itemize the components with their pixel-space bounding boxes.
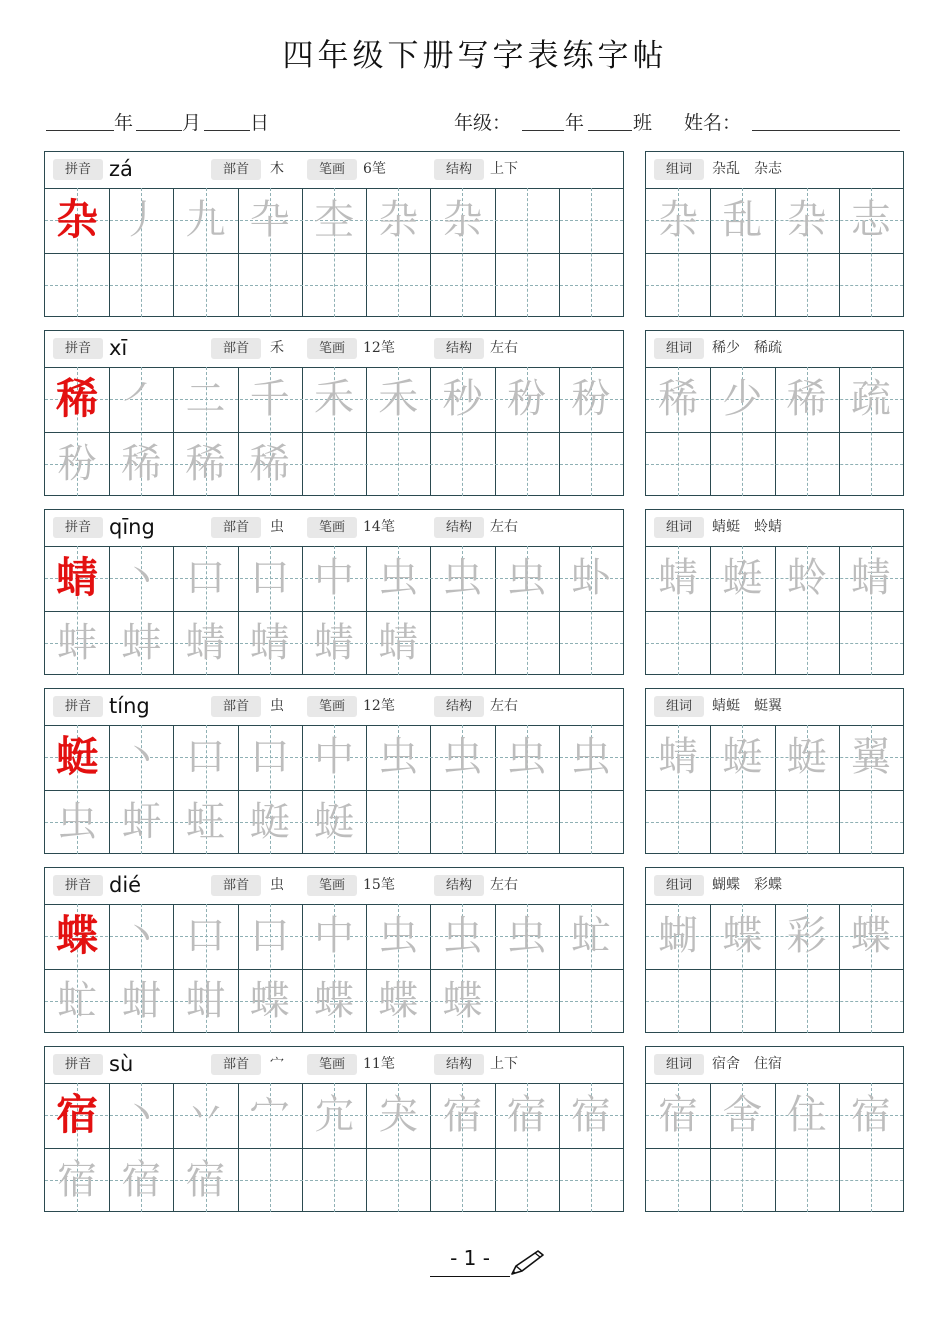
trace-character[interactable]: 宊 [378, 1092, 419, 1139]
tian-grid [45, 188, 623, 317]
trace-character[interactable]: 宿 [570, 1092, 611, 1139]
tian-grid [646, 1083, 903, 1212]
strokes-tag: 笔画 [307, 159, 357, 180]
trace-character[interactable]: 中 [313, 734, 354, 781]
radical-value: 宀 [270, 1056, 284, 1072]
words-tag: 组词 [654, 517, 704, 538]
strokes-value: 12笔 [363, 340, 395, 356]
strokes-tag: 笔画 [307, 338, 357, 359]
pinyin-tag: 拼音 [53, 517, 103, 538]
strokes-value: 12笔 [363, 698, 395, 714]
grid-guide-h [646, 643, 903, 644]
trace-character[interactable]: 宿 [57, 1156, 98, 1203]
trace-character[interactable]: 虫 [570, 734, 611, 781]
trace-character[interactable]: 宿 [658, 1092, 699, 1139]
structure-tag: 结构 [434, 1054, 484, 1075]
trace-character[interactable]: 丷 [185, 1092, 226, 1139]
pinyin-tag: 拼音 [53, 696, 103, 717]
char-info-bar [45, 510, 623, 547]
model-character[interactable]: 稀 [56, 374, 99, 424]
trace-character[interactable]: 口 [185, 734, 226, 781]
tian-grid [45, 367, 623, 496]
word-practice-box [645, 509, 904, 675]
pinyin-value: zá [109, 157, 133, 181]
char-practice-box [44, 688, 624, 854]
trace-character[interactable]: 蝶 [442, 977, 483, 1024]
char-info-bar [45, 868, 623, 905]
word-info-bar [646, 510, 903, 547]
trace-character[interactable]: 秒 [442, 376, 483, 423]
pinyin-value: dié [109, 873, 142, 897]
tian-grid [45, 725, 623, 854]
trace-character[interactable]: 蜓 [722, 734, 763, 781]
trace-character[interactable]: 杂 [378, 197, 419, 244]
trace-character[interactable]: 蜓 [249, 798, 290, 845]
name-blank[interactable] [752, 130, 900, 131]
structure-tag: 结构 [434, 696, 484, 717]
tian-grid [646, 546, 903, 675]
trace-character[interactable]: 宿 [185, 1156, 226, 1203]
char-info-bar [45, 152, 623, 189]
trace-character[interactable]: 蚌 [121, 619, 162, 666]
tian-grid [646, 367, 903, 496]
words-tag: 组词 [654, 875, 704, 896]
trace-character[interactable]: 稀 [121, 440, 162, 487]
trace-character[interactable]: 蜻 [313, 619, 354, 666]
trace-character[interactable]: 虫 [442, 555, 483, 602]
year-label: 年 [114, 112, 134, 134]
trace-character[interactable]: 蜻 [185, 619, 226, 666]
trace-character[interactable]: 稀 [786, 376, 827, 423]
trace-character[interactable]: 丿 [121, 197, 162, 244]
trace-character[interactable]: 稀 [249, 440, 290, 487]
trace-character[interactable]: 虷 [121, 798, 162, 845]
month-label: 月 [182, 112, 202, 134]
char-info-bar [45, 331, 623, 368]
grid-guide-h [646, 285, 903, 286]
trace-character[interactable]: 翼 [850, 734, 891, 781]
word-practice-box [645, 151, 904, 317]
structure-value: 左右 [490, 698, 518, 714]
trace-character[interactable]: 少 [722, 376, 763, 423]
trace-character[interactable]: 蝶 [378, 977, 419, 1024]
trace-character[interactable]: 住 [786, 1092, 827, 1139]
structure-value: 左右 [490, 877, 518, 893]
word-practice-box [645, 688, 904, 854]
trace-character[interactable]: 丶 [121, 913, 162, 960]
structure-value: 左右 [490, 519, 518, 535]
trace-character[interactable]: 虫 [378, 734, 419, 781]
trace-character[interactable]: 稀 [658, 376, 699, 423]
model-character[interactable]: 蜻 [56, 553, 99, 603]
grid-row-line [646, 790, 903, 791]
trace-character[interactable]: 蚶 [121, 977, 162, 1024]
pinyin-tag: 拼音 [53, 1054, 103, 1075]
strokes-tag: 笔画 [307, 1054, 357, 1075]
trace-character[interactable]: 虫 [442, 913, 483, 960]
words-value: 蝴蝶 彩蝶 [712, 877, 782, 893]
pinyin-value: qīng [109, 515, 155, 539]
strokes-value: 14笔 [363, 519, 395, 535]
tian-grid [646, 188, 903, 317]
trace-character[interactable]: 稀 [185, 440, 226, 487]
trace-character[interactable]: 宿 [121, 1156, 162, 1203]
trace-character[interactable]: 杂 [442, 197, 483, 244]
word-practice-box [645, 330, 904, 496]
radical-value: 虫 [270, 519, 284, 535]
words-value: 蜻蜓 蛉蜻 [712, 519, 782, 535]
tian-grid [45, 904, 623, 1033]
radical-tag: 部首 [211, 696, 261, 717]
trace-character[interactable]: 蝶 [249, 977, 290, 1024]
trace-character[interactable]: 禾 [313, 376, 354, 423]
trace-character[interactable]: 蝶 [722, 913, 763, 960]
structure-value: 左右 [490, 340, 518, 356]
trace-character[interactable]: 虫 [57, 798, 98, 845]
trace-character[interactable]: 宀 [249, 1092, 290, 1139]
radical-tag: 部首 [211, 1054, 261, 1075]
trace-character[interactable]: 乱 [722, 197, 763, 244]
words-value: 稀少 稀疏 [712, 340, 782, 356]
pinyin-tag: 拼音 [53, 875, 103, 896]
char-practice-box [44, 509, 624, 675]
structure-tag: 结构 [434, 517, 484, 538]
trace-character[interactable]: 秎 [506, 376, 547, 423]
page-title: 四年级下册写字表练字帖 [282, 38, 668, 74]
trace-character[interactable]: 虻 [57, 977, 98, 1024]
trace-character[interactable]: 蜓 [722, 555, 763, 602]
grid-row-line [646, 969, 903, 970]
pinyin-value: xī [109, 336, 128, 360]
trace-character[interactable]: 虻 [570, 913, 611, 960]
day-label: 日 [250, 112, 270, 134]
trace-character[interactable]: 宿 [506, 1092, 547, 1139]
day-blank[interactable] [204, 130, 250, 131]
trace-character[interactable]: 虫 [506, 913, 547, 960]
trace-character[interactable]: 禾 [378, 376, 419, 423]
trace-character[interactable]: 虲 [570, 555, 611, 602]
word-info-bar [646, 868, 903, 905]
tian-grid [45, 546, 623, 675]
radical-tag: 部首 [211, 875, 261, 896]
trace-character[interactable]: 杢 [313, 197, 354, 244]
word-info-bar [646, 689, 903, 726]
structure-tag: 结构 [434, 875, 484, 896]
trace-character[interactable]: 蜓 [313, 798, 354, 845]
grid-guide-h [45, 285, 623, 286]
trace-character[interactable]: 虫 [506, 555, 547, 602]
words-value: 宿舍 住宿 [712, 1056, 782, 1072]
trace-character[interactable]: 口 [249, 555, 290, 602]
grid-guide-h [646, 464, 903, 465]
radical-tag: 部首 [211, 338, 261, 359]
trace-character[interactable]: 蚌 [57, 619, 98, 666]
radical-value: 虫 [270, 698, 284, 714]
radical-value: 禾 [270, 340, 284, 356]
trace-character[interactable]: 虫 [506, 734, 547, 781]
strokes-value: 6笔 [363, 161, 386, 177]
trace-character[interactable]: 口 [185, 913, 226, 960]
class-unit: 班 [633, 112, 653, 134]
strokes-tag: 笔画 [307, 696, 357, 717]
trace-character[interactable]: 秎 [57, 440, 98, 487]
trace-character[interactable]: 志 [850, 197, 891, 244]
trace-character[interactable]: 杂 [786, 197, 827, 244]
pinyin-tag: 拼音 [53, 159, 103, 180]
trace-character[interactable]: 蝶 [850, 913, 891, 960]
footer-rule [430, 1276, 510, 1277]
pinyin-value: tíng [109, 694, 150, 718]
structure-value: 上下 [490, 161, 518, 177]
grid-row-line [646, 1148, 903, 1149]
trace-character[interactable]: 蜓 [786, 734, 827, 781]
word-practice-box [645, 867, 904, 1033]
trace-character[interactable]: 二 [185, 376, 226, 423]
grade-label: 年级： [454, 112, 512, 134]
word-info-bar [646, 152, 903, 189]
tian-grid [646, 904, 903, 1033]
words-value: 杂乱 杂志 [712, 161, 782, 177]
grid-guide-h [646, 1180, 903, 1181]
pinyin-value: sù [109, 1052, 134, 1076]
trace-character[interactable]: 杂 [658, 197, 699, 244]
trace-character[interactable]: 虫 [378, 555, 419, 602]
trace-character[interactable]: 中 [313, 555, 354, 602]
trace-character[interactable]: 秎 [570, 376, 611, 423]
trace-character[interactable]: 九 [185, 197, 226, 244]
char-info-bar [45, 1047, 623, 1084]
trace-character[interactable]: 虫 [378, 913, 419, 960]
trace-character[interactable]: 蚟 [185, 798, 226, 845]
words-tag: 组词 [654, 159, 704, 180]
radical-tag: 部首 [211, 517, 261, 538]
grid-guide-h [646, 822, 903, 823]
trace-character[interactable]: 舍 [722, 1092, 763, 1139]
trace-character[interactable]: 宿 [850, 1092, 891, 1139]
trace-character[interactable]: 蜻 [850, 555, 891, 602]
strokes-value: 11笔 [363, 1056, 395, 1072]
char-practice-box [44, 151, 624, 317]
trace-character[interactable]: 宂 [313, 1092, 354, 1139]
trace-character[interactable]: 蛉 [786, 555, 827, 602]
trace-character[interactable]: 丶 [121, 1092, 162, 1139]
trace-character[interactable]: 卆 [249, 197, 290, 244]
name-label: 姓名： [684, 112, 742, 134]
trace-character[interactable]: ㇒ [121, 376, 162, 423]
words-tag: 组词 [654, 338, 704, 359]
structure-value: 上下 [490, 1056, 518, 1072]
grid-row-line [646, 611, 903, 612]
trace-character[interactable]: 蜻 [249, 619, 290, 666]
month-blank[interactable] [136, 130, 182, 131]
trace-character[interactable]: 疏 [850, 376, 891, 423]
trace-character[interactable]: 中 [313, 913, 354, 960]
radical-tag: 部首 [211, 159, 261, 180]
trace-character[interactable]: 宿 [442, 1092, 483, 1139]
trace-character[interactable]: 口 [249, 913, 290, 960]
trace-character[interactable]: 彩 [786, 913, 827, 960]
model-character[interactable]: 宿 [56, 1090, 99, 1140]
radical-value: 木 [270, 161, 284, 177]
word-info-bar [646, 1047, 903, 1084]
radical-value: 虫 [270, 877, 284, 893]
grid-guide-v [591, 188, 592, 317]
tian-grid [646, 725, 903, 854]
word-info-bar [646, 331, 903, 368]
trace-character[interactable]: 口 [249, 734, 290, 781]
trace-character[interactable]: 口 [185, 555, 226, 602]
structure-tag: 结构 [434, 159, 484, 180]
trace-character[interactable]: 虫 [442, 734, 483, 781]
trace-character[interactable]: 蜻 [378, 619, 419, 666]
grid-guide-v [527, 188, 528, 317]
words-tag: 组词 [654, 696, 704, 717]
trace-character[interactable]: 蚶 [185, 977, 226, 1024]
pinyin-tag: 拼音 [53, 338, 103, 359]
char-practice-box [44, 1046, 624, 1212]
class-blank[interactable] [588, 130, 632, 131]
strokes-value: 15笔 [363, 877, 395, 893]
tian-grid [45, 1083, 623, 1212]
strokes-tag: 笔画 [307, 875, 357, 896]
model-character[interactable]: 蜓 [56, 732, 99, 782]
page-number: - 1 - [450, 1246, 490, 1270]
trace-character[interactable]: 丶 [121, 734, 162, 781]
grade-blank[interactable] [522, 130, 564, 131]
trace-character[interactable]: 蜻 [658, 555, 699, 602]
grade-unit: 年 [565, 112, 585, 134]
trace-character[interactable]: 丶 [121, 555, 162, 602]
char-info-bar [45, 689, 623, 726]
word-practice-box [645, 1046, 904, 1212]
grid-guide-h [646, 1001, 903, 1002]
char-practice-box [44, 867, 624, 1033]
model-character[interactable]: 杂 [56, 195, 99, 245]
strokes-tag: 笔画 [307, 517, 357, 538]
structure-tag: 结构 [434, 338, 484, 359]
model-character[interactable]: 蝶 [56, 911, 99, 961]
trace-character[interactable]: 蝴 [658, 913, 699, 960]
words-tag: 组词 [654, 1054, 704, 1075]
trace-character[interactable]: 蝶 [313, 977, 354, 1024]
char-practice-box [44, 330, 624, 496]
trace-character[interactable]: 蜻 [658, 734, 699, 781]
trace-character[interactable]: 千 [249, 376, 290, 423]
pen-icon [508, 1248, 548, 1278]
header-fields [44, 108, 904, 134]
grid-row-line [646, 253, 903, 254]
grid-row-line [646, 432, 903, 433]
year-blank[interactable] [46, 130, 114, 131]
words-value: 蜻蜓 蜓翼 [712, 698, 782, 714]
